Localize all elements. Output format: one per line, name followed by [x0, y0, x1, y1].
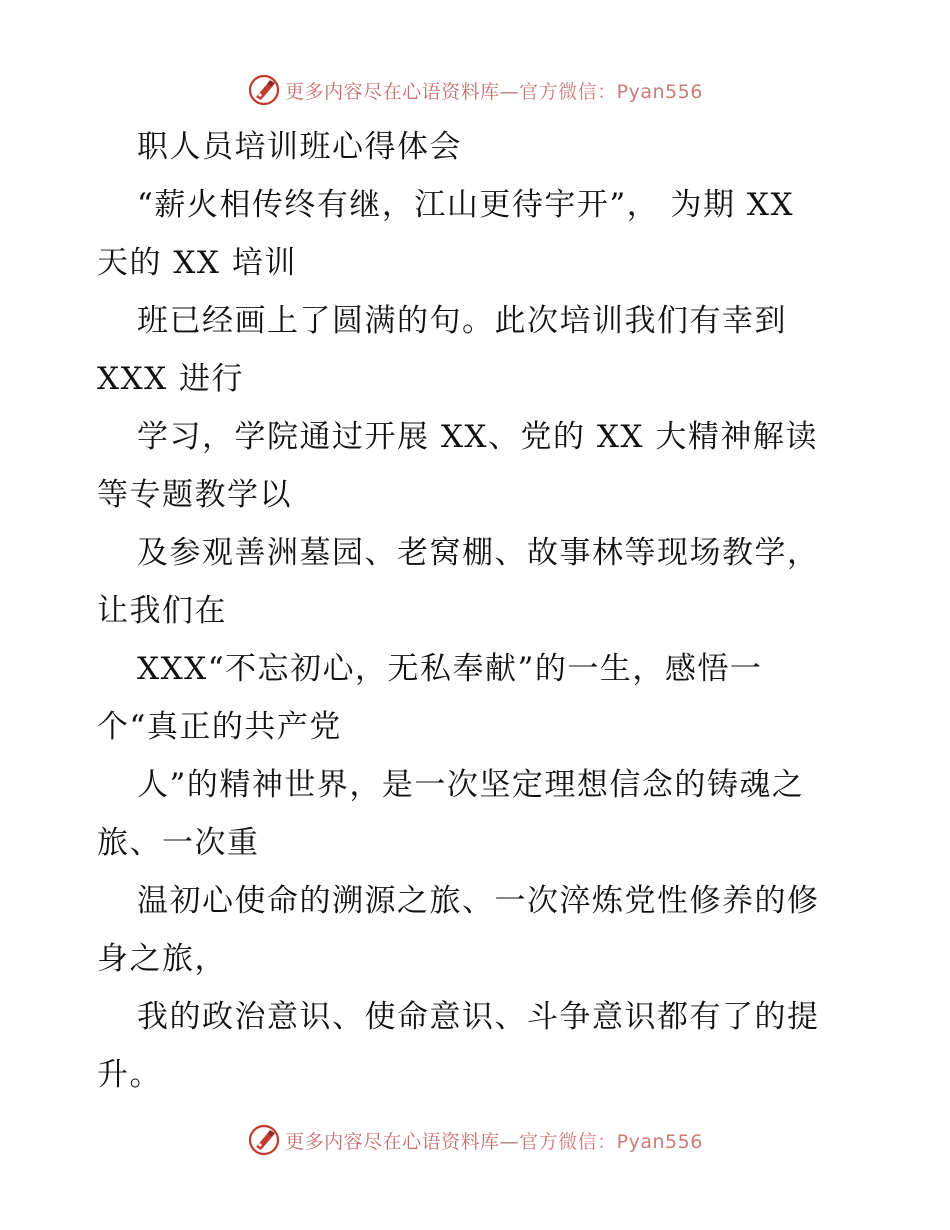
footer-separator: — [499, 1130, 520, 1153]
text-line: XXX“不忘初心，无私奉献”的一生，感悟一 [137, 651, 763, 687]
pen-nib-logo-icon [247, 73, 281, 107]
text-line: 等专题教学以 [97, 477, 292, 513]
header-banner [0, 70, 950, 110]
doc-title: 职人员培训班心得体会 [137, 129, 462, 165]
text-line: 班已经画上了圆满的句。此次培训我们有幸到 [137, 303, 787, 339]
header-wechat-text: 官方微信：Pyan556 [519, 80, 703, 103]
document-body [97, 118, 857, 1104]
text-line: 个“真正的共产党 [97, 709, 342, 745]
text-line: 升。 [97, 1057, 162, 1093]
text-line: “薪火相传终有继，江山更待宇开”， 为期 XX [137, 187, 795, 223]
header-site-text: 更多内容尽在心语资料库 [285, 80, 500, 103]
footer-text [285, 1127, 703, 1154]
header-separator: — [499, 80, 520, 103]
text-line: 我的政治意识、使命意识、斗争意识都有了的提 [137, 999, 820, 1035]
header-text [285, 77, 703, 104]
footer-wechat-text: 官方微信：Pyan556 [519, 1130, 703, 1153]
text-line: 天的 XX 培训 [97, 245, 297, 281]
text-line: 温初心使命的溯源之旅、一次淬炼党性修养的修 [137, 883, 820, 919]
text-line: XXX 进行 [97, 361, 245, 397]
text-line: 身之旅， [97, 941, 227, 977]
footer-site-text: 更多内容尽在心语资料库 [285, 1130, 500, 1153]
text-line: 人”的精神世界，是一次坚定理想信念的铸魂之 [137, 767, 805, 803]
text-line: 及参观善洲墓园、老窝棚、故事林等现场教学， [137, 535, 820, 571]
footer-banner [0, 1120, 950, 1160]
text-line: 学习，学院通过开展 XX、党的 XX 大精神解读 [137, 419, 818, 455]
text-line: 让我们在 [97, 593, 227, 629]
text-line: 旅、一次重 [97, 825, 260, 861]
pen-nib-logo-icon [247, 1123, 281, 1157]
